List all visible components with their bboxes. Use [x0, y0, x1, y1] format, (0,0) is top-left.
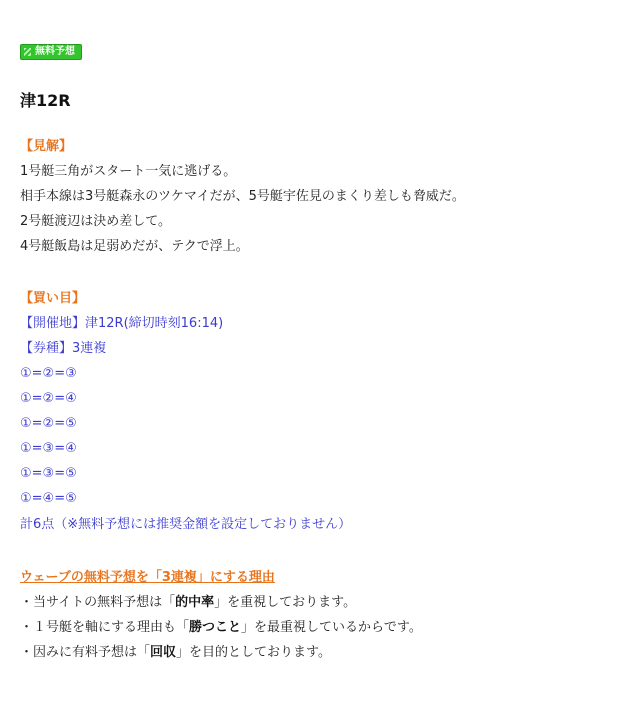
total-line: 計6点（※無料予想には推奨金額を設定しておりません） [20, 517, 352, 532]
reason-text: ・因みに有料予想は「 [20, 645, 151, 660]
combo-line: ①=③=⑤ [20, 466, 77, 481]
reason-heading: ウェーブの無料予想を「3連複」にする理由 [20, 570, 275, 585]
kaime-heading: 【買い目】 [20, 291, 86, 306]
combo-line: ①=④=⑤ [20, 491, 77, 506]
kenkai-line: 4号艇飯島は足弱めだが、テクで浮上。 [20, 239, 249, 254]
kenkai-line: 2号艇渡辺は決め差して。 [20, 214, 172, 229]
kenkai-heading: 【見解】 [20, 139, 73, 154]
venue-line: 【開催地】津12R(締切時刻16:14) [20, 316, 224, 331]
combo-line: ①=③=④ [20, 441, 77, 456]
combo-line: ①=②=⑤ [20, 416, 77, 431]
reason-text: 」を目的としております。 [176, 645, 331, 660]
reason-emphasis: 勝つこと [189, 620, 242, 635]
reason-item [20, 593, 356, 613]
badge-label: 無料予想 [35, 46, 75, 57]
ticket-type-line: 【券種】3連複 [20, 341, 107, 356]
reason-item [20, 618, 422, 638]
reason-emphasis: 的中率 [175, 595, 215, 610]
reason-text: ・１号艇を軸にする理由も「 [20, 620, 190, 635]
kenkai-line: 1号艇三角がスタート一気に逃げる。 [20, 164, 237, 179]
combo-line: ①=②=④ [20, 391, 77, 406]
stripe-icon [24, 48, 31, 56]
reason-text: ・当サイトの無料予想は「 [20, 595, 176, 610]
reason-emphasis: 回収 [150, 645, 177, 660]
combo-line: ①=②=③ [20, 366, 77, 381]
reason-item [20, 643, 331, 663]
kenkai-line: 相手本線は3号艇森永のツケマイだが、5号艇宇佐見のまくり差しも脅威だ。 [20, 189, 465, 204]
free-prediction-badge [20, 44, 82, 60]
reason-text: 」を最重視しているからです。 [241, 620, 422, 635]
reason-text: 」を重視しております。 [214, 595, 357, 610]
page-title: 津12R [20, 91, 71, 110]
